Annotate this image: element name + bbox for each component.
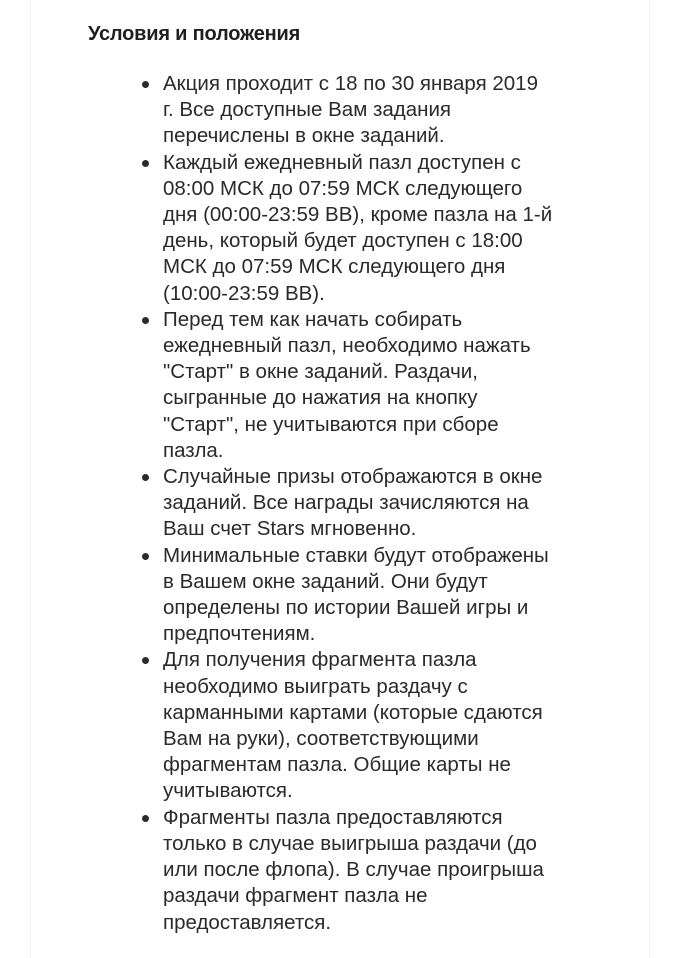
bullet-icon (142, 474, 149, 481)
terms-item-line: только в случае выигрыша раздачи (до (163, 831, 537, 855)
bullet-icon (142, 657, 149, 664)
terms-item-line: Ваш счет Stars мгновенно. (163, 517, 417, 541)
terms-item-line: "Старт", не учитываются при сборе (163, 412, 499, 436)
terms-item-line: день, который будет доступен с 18:00 (163, 229, 523, 253)
terms-list-item (0, 647, 603, 804)
terms-item-line: Минимальные ставки будут отображены (163, 543, 549, 567)
terms-list-item (0, 543, 603, 648)
terms-item-line: сыгранные до нажатия на кнопку (163, 386, 478, 410)
terms-item-line: необходимо выиграть раздачу с (163, 674, 468, 698)
terms-list-item (0, 464, 603, 543)
terms-list-item (0, 805, 603, 936)
bullet-icon (142, 160, 149, 167)
terms-list-item (0, 307, 603, 464)
terms-item-line: Фрагменты пазла предоставляются (163, 805, 503, 829)
terms-item-line: определены по истории Вашей игры и (163, 596, 529, 620)
bullet-icon (142, 81, 149, 88)
terms-item-line: карманными картами (которые сдаются (163, 700, 543, 724)
terms-item-line: фрагментам пазла. Общие карты не (163, 753, 511, 777)
terms-item-line: 08:00 МСК до 07:59 МСК следующего (163, 176, 523, 200)
terms-item-line: ежедневный пазл, необходимо нажать (163, 334, 531, 358)
terms-item-line: предоставляется. (163, 910, 332, 934)
terms-item-line: МСК до 07:59 МСК следующего дня (163, 255, 506, 279)
page-title: Условия и положения (88, 23, 301, 45)
terms-item-line: раздачи фрагмент пазла не (163, 884, 428, 908)
terms-item-line: "Старт" в окне заданий. Раздачи, (163, 360, 478, 384)
bullet-icon (142, 553, 149, 560)
terms-item-line: перечислены в окне заданий. (163, 124, 445, 148)
bullet-icon (142, 815, 149, 822)
bullet-icon (142, 317, 149, 324)
terms-item-line: учитываются. (163, 779, 293, 803)
terms-item-line: Случайные призы отображаются в окне (163, 465, 543, 489)
terms-list-item (0, 71, 603, 150)
terms-item-line: (10:00-23:59 ВВ). (163, 281, 325, 305)
terms-item-line: заданий. Все награды зачисляются на (163, 491, 529, 515)
terms-item-line: Каждый ежедневный пазл доступен с (163, 150, 521, 174)
terms-item-line: пазла. (163, 438, 224, 462)
terms-item-line: Для получения фрагмента пазла (163, 648, 477, 672)
terms-item-line: г. Все доступные Вам задания (163, 98, 452, 122)
terms-item-line: в Вашем окне заданий. Они будут (163, 569, 488, 593)
terms-item-line: предпочтениям. (163, 622, 316, 646)
terms-item-line: Перед тем как начать собирать (163, 307, 463, 331)
terms-item-line: Вам на руки), соответствующими (163, 727, 479, 751)
terms-item-line: Акция проходит с 18 по 30 января 2019 (163, 72, 538, 95)
terms-list-item (0, 150, 603, 307)
terms-list (0, 71, 680, 936)
terms-item-line: или после флопа). В случае проигрыша (163, 858, 544, 882)
terms-item-line: дня (00:00-23:59 ВВ), кроме пазла на 1-й (163, 203, 553, 227)
